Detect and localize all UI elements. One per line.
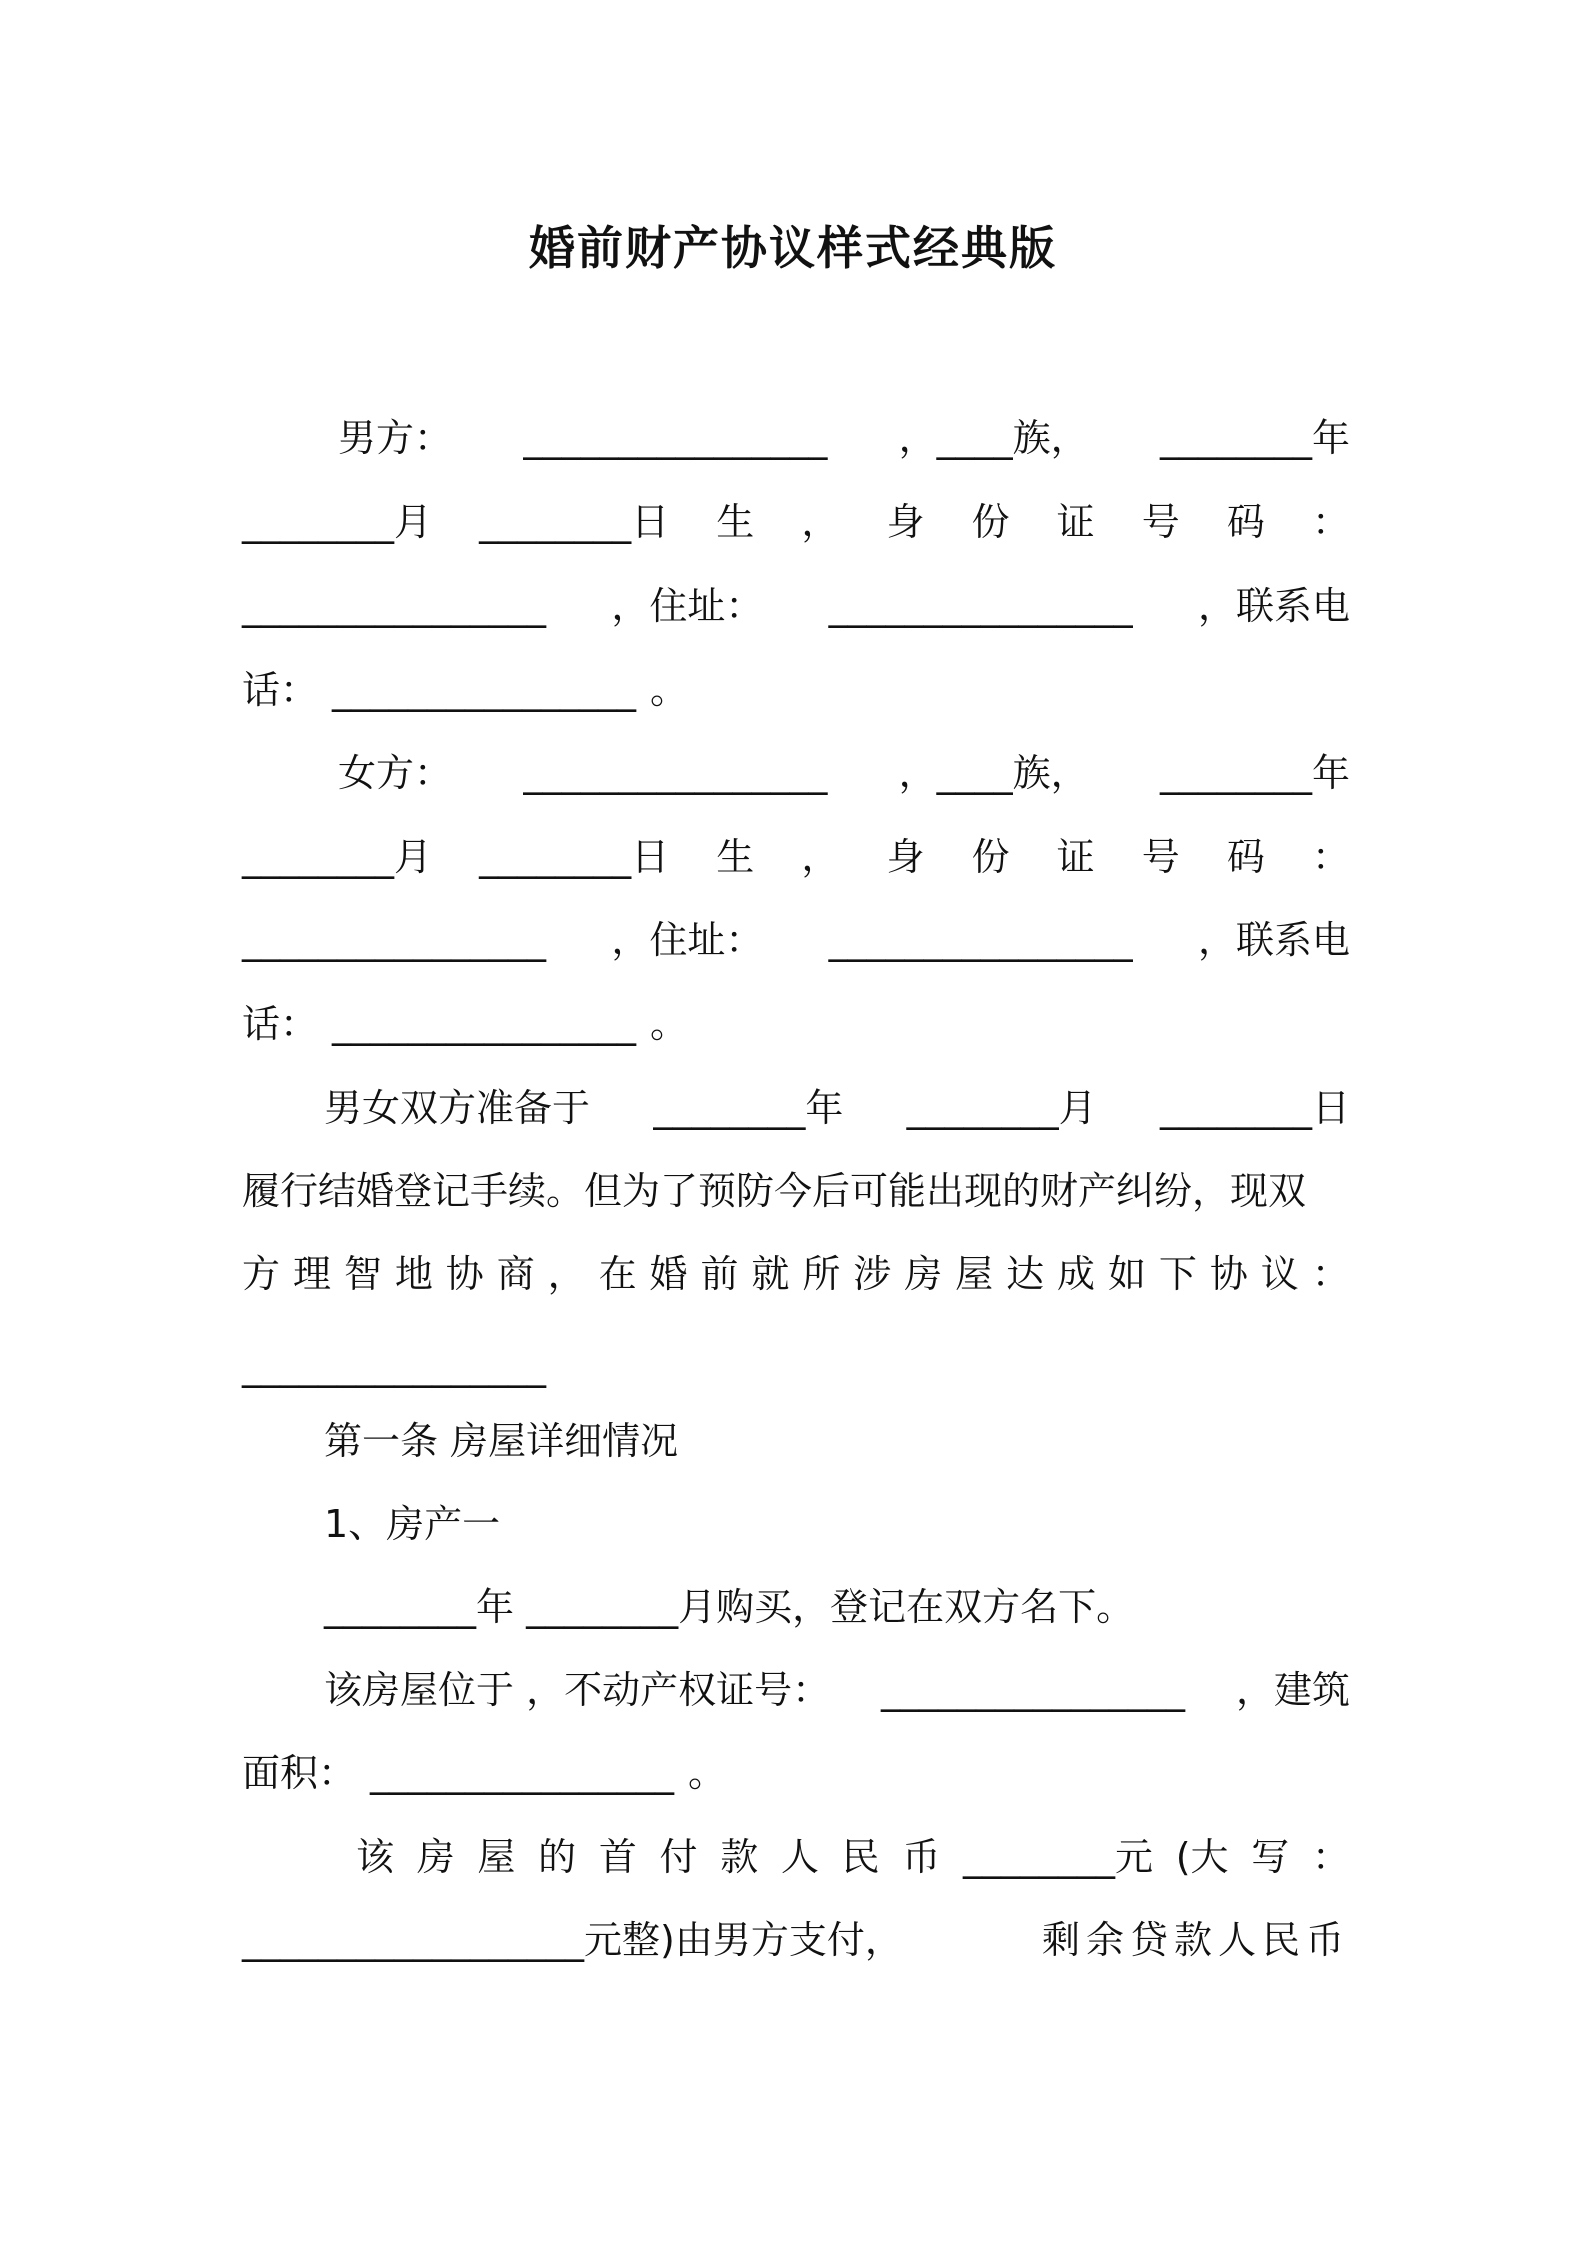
male-birth-day-blank: ________日 <box>479 500 670 544</box>
text-token: 第一条 房屋详细情况 <box>324 1419 679 1463</box>
text-token: 写 <box>1251 1835 1290 1879</box>
female-address-blank: ________________ <box>828 918 1133 962</box>
text-token: 的 <box>538 1835 577 1879</box>
text-token: 1、房产一 <box>324 1502 501 1546</box>
registration-month-blank: ________月 <box>906 1086 1097 1130</box>
male-party-line-4 <box>242 662 1350 718</box>
registration-year-blank: ________年 <box>653 1086 844 1130</box>
text-token: 如 <box>1107 1252 1146 1296</box>
address-label: ，住址： <box>611 584 764 628</box>
male-birth-month-blank: ________月 <box>242 500 433 544</box>
male-ethnicity-blank: ，____族， <box>898 416 1089 460</box>
male-phone-blank: ________________ <box>332 668 637 712</box>
text-token: __________________元整)由男方支付， <box>242 1918 903 1962</box>
text-token: 码 <box>1226 835 1265 879</box>
text-token: 话： <box>242 668 319 712</box>
property-1-heading <box>324 1496 1350 1552</box>
text-token: 智 <box>343 1252 382 1296</box>
text-token: (大 <box>1175 1835 1229 1879</box>
text-token: ： <box>1311 500 1350 544</box>
text-token: 付 <box>659 1835 698 1879</box>
text-token: ， <box>801 500 840 544</box>
text-token: 达 <box>1006 1252 1045 1296</box>
certificate-number-blank: ________________ <box>881 1668 1186 1712</box>
male-party-line-1 <box>338 410 1350 466</box>
text-token: 屋 <box>955 1252 994 1296</box>
text-token: 码 <box>1226 500 1265 544</box>
text-token: 该 <box>356 1835 395 1879</box>
male-address-blank: ________________ <box>828 584 1133 628</box>
registration-line-1 <box>324 1080 1350 1136</box>
text-token: 理 <box>292 1252 331 1296</box>
text-token: 地 <box>394 1252 433 1296</box>
text-token: 就 <box>751 1252 790 1296</box>
female-ethnicity-blank: ，____族， <box>898 751 1089 795</box>
property-location-line <box>324 1662 1350 1718</box>
text-token: 证 <box>1056 500 1095 544</box>
male-id-blank: ________________ <box>242 584 546 628</box>
text-token: 下 <box>1158 1252 1197 1296</box>
male-birth-year-blank: ________年 <box>1159 416 1350 460</box>
down-payment-line <box>356 1829 1350 1885</box>
female-party-line-3 <box>242 912 1350 968</box>
text-token: 协 <box>445 1252 484 1296</box>
text-token: ： <box>1311 1835 1350 1879</box>
phone-label: ，联系电 <box>1197 584 1350 628</box>
female-birth-year-blank: ________年 <box>1159 751 1350 795</box>
female-label: 女方： <box>338 751 453 795</box>
text-token: ， <box>801 835 840 879</box>
text-token: ，建筑 <box>1235 1668 1350 1712</box>
text-token: 份 <box>971 835 1010 879</box>
text-token: 协 <box>1209 1252 1248 1296</box>
text-token: 在 <box>598 1252 637 1296</box>
female-party-line-1 <box>338 745 1350 801</box>
text-token: ： <box>1311 1252 1350 1296</box>
female-party-line-4 <box>242 996 1350 1052</box>
text-token: 份 <box>971 500 1010 544</box>
document-title: 婚前财产协议样式经典版 <box>529 221 1057 275</box>
text-token: 议 <box>1260 1252 1299 1296</box>
text-token: 币 <box>902 1835 941 1879</box>
text-token: ， <box>547 1252 586 1296</box>
registration-line-2 <box>242 1163 1350 1219</box>
text-token: 剩余贷款人民币 <box>1041 1918 1350 1962</box>
text-token: 婚 <box>649 1252 688 1296</box>
text-token: 身 <box>886 500 925 544</box>
female-name-blank: ________________ <box>523 751 828 795</box>
male-party-line-3 <box>242 578 1350 634</box>
text-token: 屋 <box>477 1835 516 1879</box>
text-token: 男女双方准备于 <box>324 1086 591 1130</box>
text-token: 。 <box>650 1002 689 1046</box>
text-token: 款 <box>720 1835 759 1879</box>
male-label: 男方： <box>338 416 453 460</box>
floor-area-blank: ________________ <box>370 1751 675 1795</box>
text-token: 商 <box>496 1252 535 1296</box>
address-label: ，住址： <box>611 918 764 962</box>
text-token: 履行结婚登记手续。但为了预防今后可能出现的财产纠纷，现双 <box>242 1169 1307 1213</box>
text-token: 面积： <box>242 1751 357 1795</box>
text-token: 民 <box>841 1835 880 1879</box>
loan-line <box>242 1912 1350 1968</box>
text-token: 生 <box>716 500 755 544</box>
registration-day-blank: ________日 <box>1159 1086 1350 1130</box>
text-token: 成 <box>1057 1252 1096 1296</box>
text-token: 号 <box>1141 500 1180 544</box>
text-token: 涉 <box>853 1252 892 1296</box>
text-token: 生 <box>716 835 755 879</box>
male-party-line-2 <box>242 494 1350 550</box>
text-token: ________年 ________月购买，登记在双方名下。 <box>324 1585 1135 1629</box>
text-token: 。 <box>688 1751 727 1795</box>
phone-label: ，联系电 <box>1197 918 1350 962</box>
floor-area-line <box>242 1745 1350 1801</box>
text-token: 该房屋位于 ，不动产权证号： <box>324 1668 831 1712</box>
purchase-date-line <box>324 1579 1350 1635</box>
text-token: 所 <box>802 1252 841 1296</box>
text-token: 话： <box>242 1002 319 1046</box>
text-token: 方 <box>242 1252 281 1296</box>
female-birth-day-blank: ________日 <box>479 835 670 879</box>
female-id-blank: ________________ <box>242 918 546 962</box>
down-payment-blank: ________元 <box>963 1835 1154 1879</box>
text-token: 房 <box>416 1835 455 1879</box>
female-party-line-2 <box>242 829 1350 885</box>
text-token: 房 <box>904 1252 943 1296</box>
text-token: 首 <box>598 1835 637 1879</box>
agreement-blank: ________________ <box>242 1344 546 1388</box>
agreement-blank-line <box>242 1338 1350 1394</box>
registration-line-3 <box>242 1246 1350 1302</box>
female-birth-month-blank: ________月 <box>242 835 433 879</box>
text-token: 。 <box>650 668 689 712</box>
article-1-heading <box>324 1413 1350 1469</box>
text-token: 人 <box>780 1835 819 1879</box>
text-token: 证 <box>1056 835 1095 879</box>
text-token: ： <box>1311 835 1350 879</box>
male-name-blank: ________________ <box>523 416 828 460</box>
text-token: 身 <box>886 835 925 879</box>
text-token: 号 <box>1141 835 1180 879</box>
text-token: 前 <box>700 1252 739 1296</box>
female-phone-blank: ________________ <box>332 1002 637 1046</box>
